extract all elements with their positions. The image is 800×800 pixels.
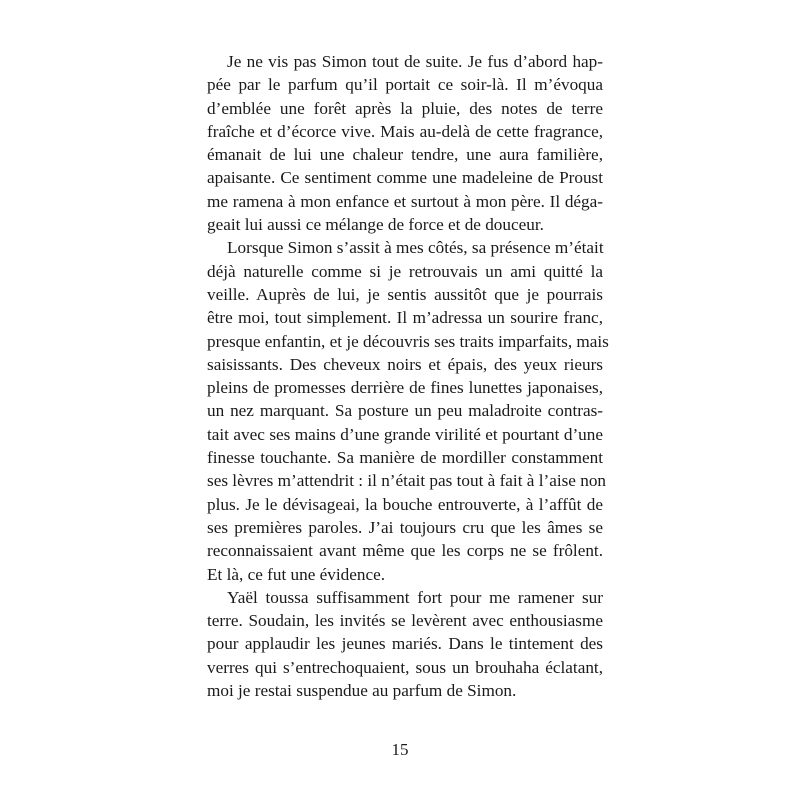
- text-line: moi je restai suspendue au parfum de Simon.: [207, 681, 517, 701]
- text-line: finesse touchante. Sa manière de mordiller constamment: [207, 448, 603, 468]
- text-line: me ramena à mon enfance et surtout à mon père. Il déga-: [207, 191, 603, 211]
- text-line: Yaël toussa suffisamment fort pour me ramener sur: [227, 587, 603, 607]
- text-line: fraîche et d’écorce vive. Mais au-delà de cette fragrance,: [207, 121, 603, 141]
- text-line: déjà naturelle comme si je retrouvais un ami quitté la: [207, 261, 603, 281]
- text-line: Je ne vis pas Simon tout de suite. Je fus d’abord hap-: [227, 52, 603, 71]
- text-line: terre. Soudain, les invités se levèrent avec enthousiasme: [207, 611, 603, 631]
- text-line: veille. Auprès de lui, je sentis aussitôt que je pourrais: [207, 284, 603, 304]
- body-text: [207, 50, 609, 702]
- text-line: être moi, tout simplement. Il m’adressa un sourire franc,: [207, 308, 603, 328]
- text-line: pour applaudir les jeunes mariés. Dans le tintement des: [207, 634, 603, 654]
- text-line: saisissants. Des cheveux noirs et épais, des yeux rieurs: [207, 354, 603, 374]
- text-line: pée par le parfum qu’il portait ce soir-là. Il m’évoqua: [207, 75, 603, 95]
- paragraph-3: [207, 586, 603, 702]
- text-line: ses lèvres m’attendrit : il n’était pas tout à fait à l’aise non: [207, 471, 607, 491]
- paragraph-2: [207, 236, 609, 585]
- text-line: verres qui s’entrechoquaient, sous un brouhaha éclatant,: [207, 657, 603, 677]
- paragraph-1: [207, 50, 603, 236]
- text-line: geait lui aussi ce mélange de force et de douceur.: [207, 215, 544, 235]
- text-line: pleins de promesses derrière de fines lunettes japonaises,: [207, 378, 603, 398]
- text-line: apaisante. Ce sentiment comme une madeleine de Proust: [207, 168, 603, 188]
- text-line: reconnaissaient avant même que les corps ne se frôlent.: [207, 541, 603, 561]
- text-line: tait avec ses mains d’une grande virilité et pourtant d’une: [207, 424, 603, 444]
- text-line: d’emblée une forêt après la pluie, des notes de terre: [207, 98, 603, 118]
- text-line: un nez marquant. Sa posture un peu maladroite contras-: [207, 401, 603, 421]
- text-line: émanait de lui une chaleur tendre, une aura familière,: [207, 145, 603, 165]
- text-line: Et là, ce fut une évidence.: [207, 564, 385, 584]
- text-line: Lorsque Simon s’assit à mes côtés, sa présence m’était: [227, 238, 604, 258]
- text-line: ses premières paroles. J’ai toujours cru que les âmes se: [207, 517, 603, 537]
- page-number: 15: [391, 740, 409, 759]
- text-line: plus. Je le dévisageai, la bouche entrouverte, à l’affût de: [207, 494, 603, 514]
- text-line: presque enfantin, et je découvris ses traits imparfaits, mais: [207, 331, 609, 351]
